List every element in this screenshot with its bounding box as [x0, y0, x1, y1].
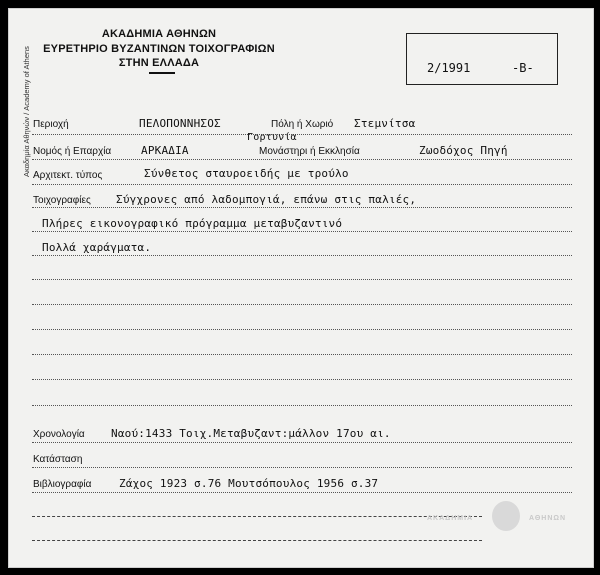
- row-line-17: [32, 540, 482, 541]
- value-arch-type: Σύνθετος σταυροειδής με τρούλο: [144, 167, 349, 180]
- value-region: ΠΕΛΟΠΟΝΝΗΣΟΣ: [139, 117, 221, 130]
- value-frescoes-line-1: Σύγχρονες από λαδομπογιά, επάνω στις παλιές,: [116, 193, 417, 206]
- watermark-text-right: ΑΘΗΝΩΝ: [529, 515, 567, 522]
- watermark-seal-icon: [492, 501, 520, 531]
- watermark-text-left: ΑΚΑΔΗΜΙΑ: [427, 515, 474, 522]
- value-dating: Ναού:1433 Τοιχ.Μεταβυζαντ:μάλλον 17ου αι.: [111, 427, 391, 440]
- value-monastery: Ζωοδόχος Πηγή: [419, 144, 508, 157]
- row-line-4: [32, 207, 572, 208]
- reference-letter: -B-: [512, 61, 534, 75]
- row-line-7: [32, 279, 572, 280]
- row-line-12: [32, 405, 572, 406]
- row-line-2: [32, 159, 572, 160]
- header-region: ΣΤΗΝ ΕΛΛΑΔΑ: [118, 57, 200, 69]
- row-line-11: [32, 379, 572, 380]
- value-bibliography: Ζάχος 1923 σ.76 Μουτσόπουλος 1956 σ.37: [119, 477, 379, 490]
- header-institution: ΑΚΑΔΗΜΙΑ ΑΘΗΝΩΝ: [101, 28, 217, 40]
- header-index-title: ΕΥΡΕΤΗΡΙΟ ΒΥΖΑΝΤΙΝΩΝ ΤΟΙΧΟΓΡΑΦΙΩΝ: [43, 43, 275, 55]
- archive-card: [8, 8, 594, 568]
- label-region: Περιοχή: [33, 119, 69, 130]
- row-line-5: [32, 231, 572, 232]
- label-prefecture: Νομός ή Επαρχία: [33, 146, 112, 157]
- label-monastery: Μονάστηρι ή Εκκλησία: [259, 146, 360, 157]
- value-frescoes-line-3: Πολλά χαράγματα.: [42, 241, 152, 254]
- sidebar-copyright: Ακαδημία Αθηνών / Academy of Athens: [22, 46, 31, 177]
- reference-number: 2/1991: [427, 61, 471, 75]
- row-line-10: [32, 354, 572, 355]
- row-line-16: [32, 516, 482, 517]
- value-prefecture-annotation: Γορτυνία: [247, 132, 297, 143]
- label-arch-type: Αρχιτεκτ. τύπος: [33, 170, 103, 181]
- reference-box: [406, 33, 558, 85]
- value-frescoes-line-2: Πλήρες εικονογραφικό πρόγραμμα μεταβυζαντινό: [42, 217, 343, 230]
- row-line-9: [32, 329, 572, 330]
- row-line-3: [32, 184, 572, 185]
- label-frescoes: Τοιχογραφίες: [33, 195, 91, 206]
- row-line-8: [32, 304, 572, 305]
- value-prefecture: ΑΡΚΑΔΙΑ: [141, 144, 189, 157]
- label-bibliography: Βιβλιογραφία: [33, 479, 92, 490]
- row-line-6: [32, 255, 572, 256]
- value-town: Στεμνίτσα: [354, 117, 416, 130]
- row-line-1: [32, 134, 572, 135]
- label-condition: Κατάσταση: [33, 454, 83, 465]
- row-line-15: [32, 492, 572, 493]
- label-dating: Χρονολογία: [33, 429, 85, 440]
- row-line-13: [32, 442, 572, 443]
- row-line-14: [32, 467, 572, 468]
- label-town: Πόλη ή Χωριό: [271, 119, 334, 130]
- header-underline: [149, 72, 175, 74]
